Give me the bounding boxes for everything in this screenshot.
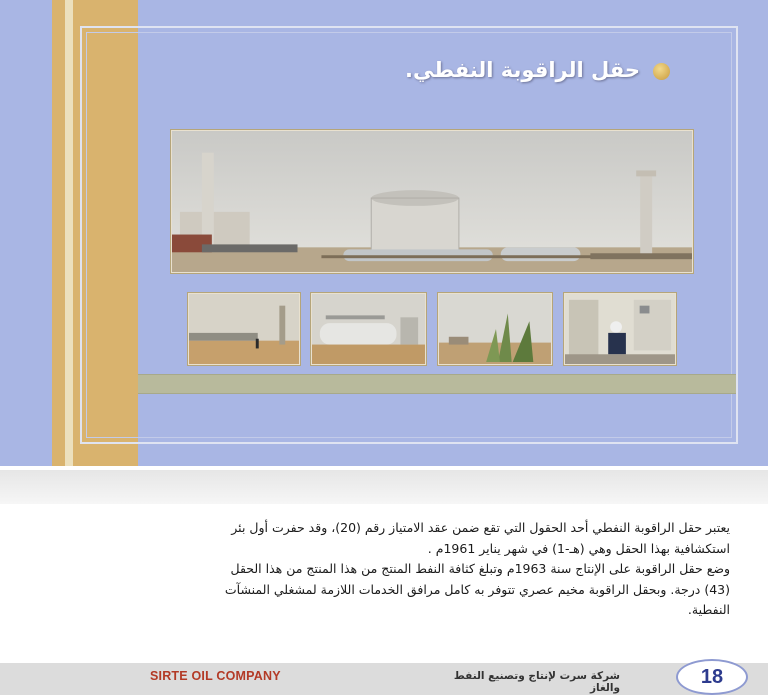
article-body [40,518,730,621]
light-strip [65,0,73,466]
body-line-5: النفطية. [687,602,730,617]
page-footer [0,663,768,695]
oil-field-panorama-image [172,131,692,272]
olive-divider-bar [138,374,736,394]
field-worker-image [189,294,299,364]
gold-strip-left [52,0,65,466]
oil-field-panorama-photo [171,130,693,273]
page-number-badge: 18 [676,659,748,695]
page-title: حقل الراقوبة النفطي. [405,58,640,82]
control-room-image [565,294,675,364]
plants-in-desert-photo [438,293,552,365]
company-name-english: SIRTE OIL COMPANY [150,669,281,683]
body-line-2: استكشافية بهذا الحقل وهي (هـ-1) في شهر يناير 1961م . [427,540,730,556]
storage-tanks-image [312,294,425,364]
company-name-arabic: شركة سرت لإنتاج وتصنيع النفط والغاز [453,670,620,694]
control-room-photo [564,293,676,365]
title-bullet-icon [653,63,670,80]
storage-tanks-photo [311,293,426,365]
separator-band [0,470,768,504]
field-worker-photo [188,293,300,365]
body-line-4: (43) درجة. وبحقل الراقوبة مخيم عصري تتوفر به كامل مرافق الخدمات اللازمة لمشغلي المنشآت [224,581,730,597]
body-line-3: وضع حقل الراقوبة على الإنتاج سنة 1963م وتبلغ كثافة النفط المنتج من هذا المنتج من هذا الحقل [230,561,730,576]
plants-in-desert-image [439,294,551,364]
body-line-1: يعتبر حقل الراقوبة النفطي أحد الحقول التي تقع ضمن عقد الامتياز رقم (20)، وقد حفرت أول بئر [231,520,730,535]
